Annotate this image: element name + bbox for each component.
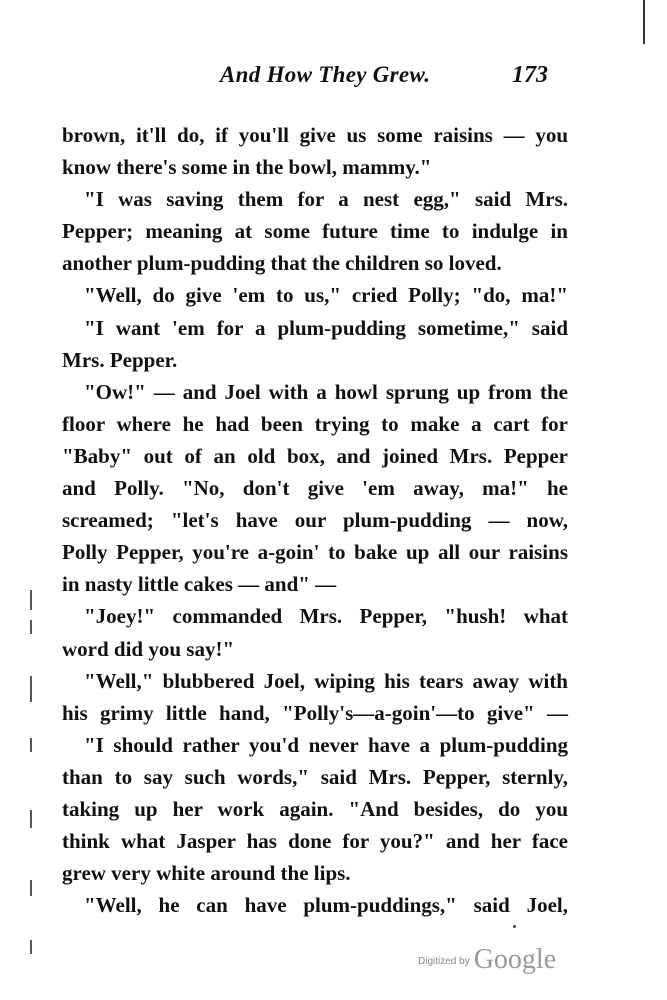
text-line: word did you say!" <box>62 636 235 661</box>
digitization-watermark <box>418 944 556 976</box>
page-number: 173 <box>512 62 548 88</box>
text-line: his grimy little hand, "Polly's—a-goin'—to give" — <box>62 700 568 725</box>
text-line: "Baby" out of an old box, and joined Mrs. Pepper <box>62 443 568 468</box>
text-line: "I should rather you'd never have a plum-pudding <box>84 732 568 757</box>
text-line: another plum-pudding that the children so loved. <box>62 251 502 276</box>
body-text <box>62 119 568 921</box>
text-line: screamed; "let's have our plum-pudding — now, <box>62 508 568 533</box>
text-line: "Joey!" commanded Mrs. Pepper, "hush! what <box>84 604 568 629</box>
text-line: Mrs. Pepper. <box>62 347 178 372</box>
text-line: Pepper; meaning at some future time to indulge in <box>62 219 568 244</box>
margin-mark <box>30 738 32 752</box>
watermark-prefix: Digitized by <box>418 956 470 967</box>
margin-mark <box>30 810 32 828</box>
text-line: know there's some in the bowl, mammy." <box>62 155 432 180</box>
text-line: and Polly. "No, don't give 'em away, ma!" he <box>62 476 568 501</box>
watermark-brand: Google <box>473 944 557 975</box>
running-header-title: And How They Grew. <box>220 62 431 87</box>
margin-mark <box>30 676 32 702</box>
margin-mark <box>30 940 32 954</box>
text-line: taking up her work again. "And besides, do you <box>62 796 568 821</box>
text-line: "I was saving them for a nest egg," said Mrs. <box>84 187 568 212</box>
margin-mark <box>30 590 32 610</box>
text-line: in nasty little cakes — and" — <box>62 572 337 597</box>
text-line: think what Jasper has done for you?" and her face <box>62 829 568 854</box>
text-line: floor where he had been trying to make a cart for <box>62 411 568 436</box>
margin-mark <box>30 620 32 634</box>
text-line: "I want 'em for a plum-pudding sometime," said <box>84 315 568 340</box>
text-line: than to say such words," said Mrs. Pepper, sternly, <box>62 764 568 789</box>
ink-speck <box>513 925 516 928</box>
text-line: grew very white around the lips. <box>62 861 351 886</box>
text-line: Polly Pepper, you're a-goin' to bake up all our raisins <box>62 540 568 565</box>
text-line: "Well, he can have plum-puddings," said Joel, <box>84 893 568 918</box>
text-line: "Well, do give 'em to us," cried Polly; "do, ma!" <box>84 283 568 308</box>
text-line: "Well," blubbered Joel, wiping his tears away with <box>84 668 568 693</box>
text-line: "Ow!" — and Joel with a howl sprung up from the <box>84 379 568 404</box>
text-line: brown, it'll do, if you'll give us some raisins — you <box>62 123 568 147</box>
margin-mark <box>30 880 32 896</box>
page-edge-rule <box>643 0 645 44</box>
